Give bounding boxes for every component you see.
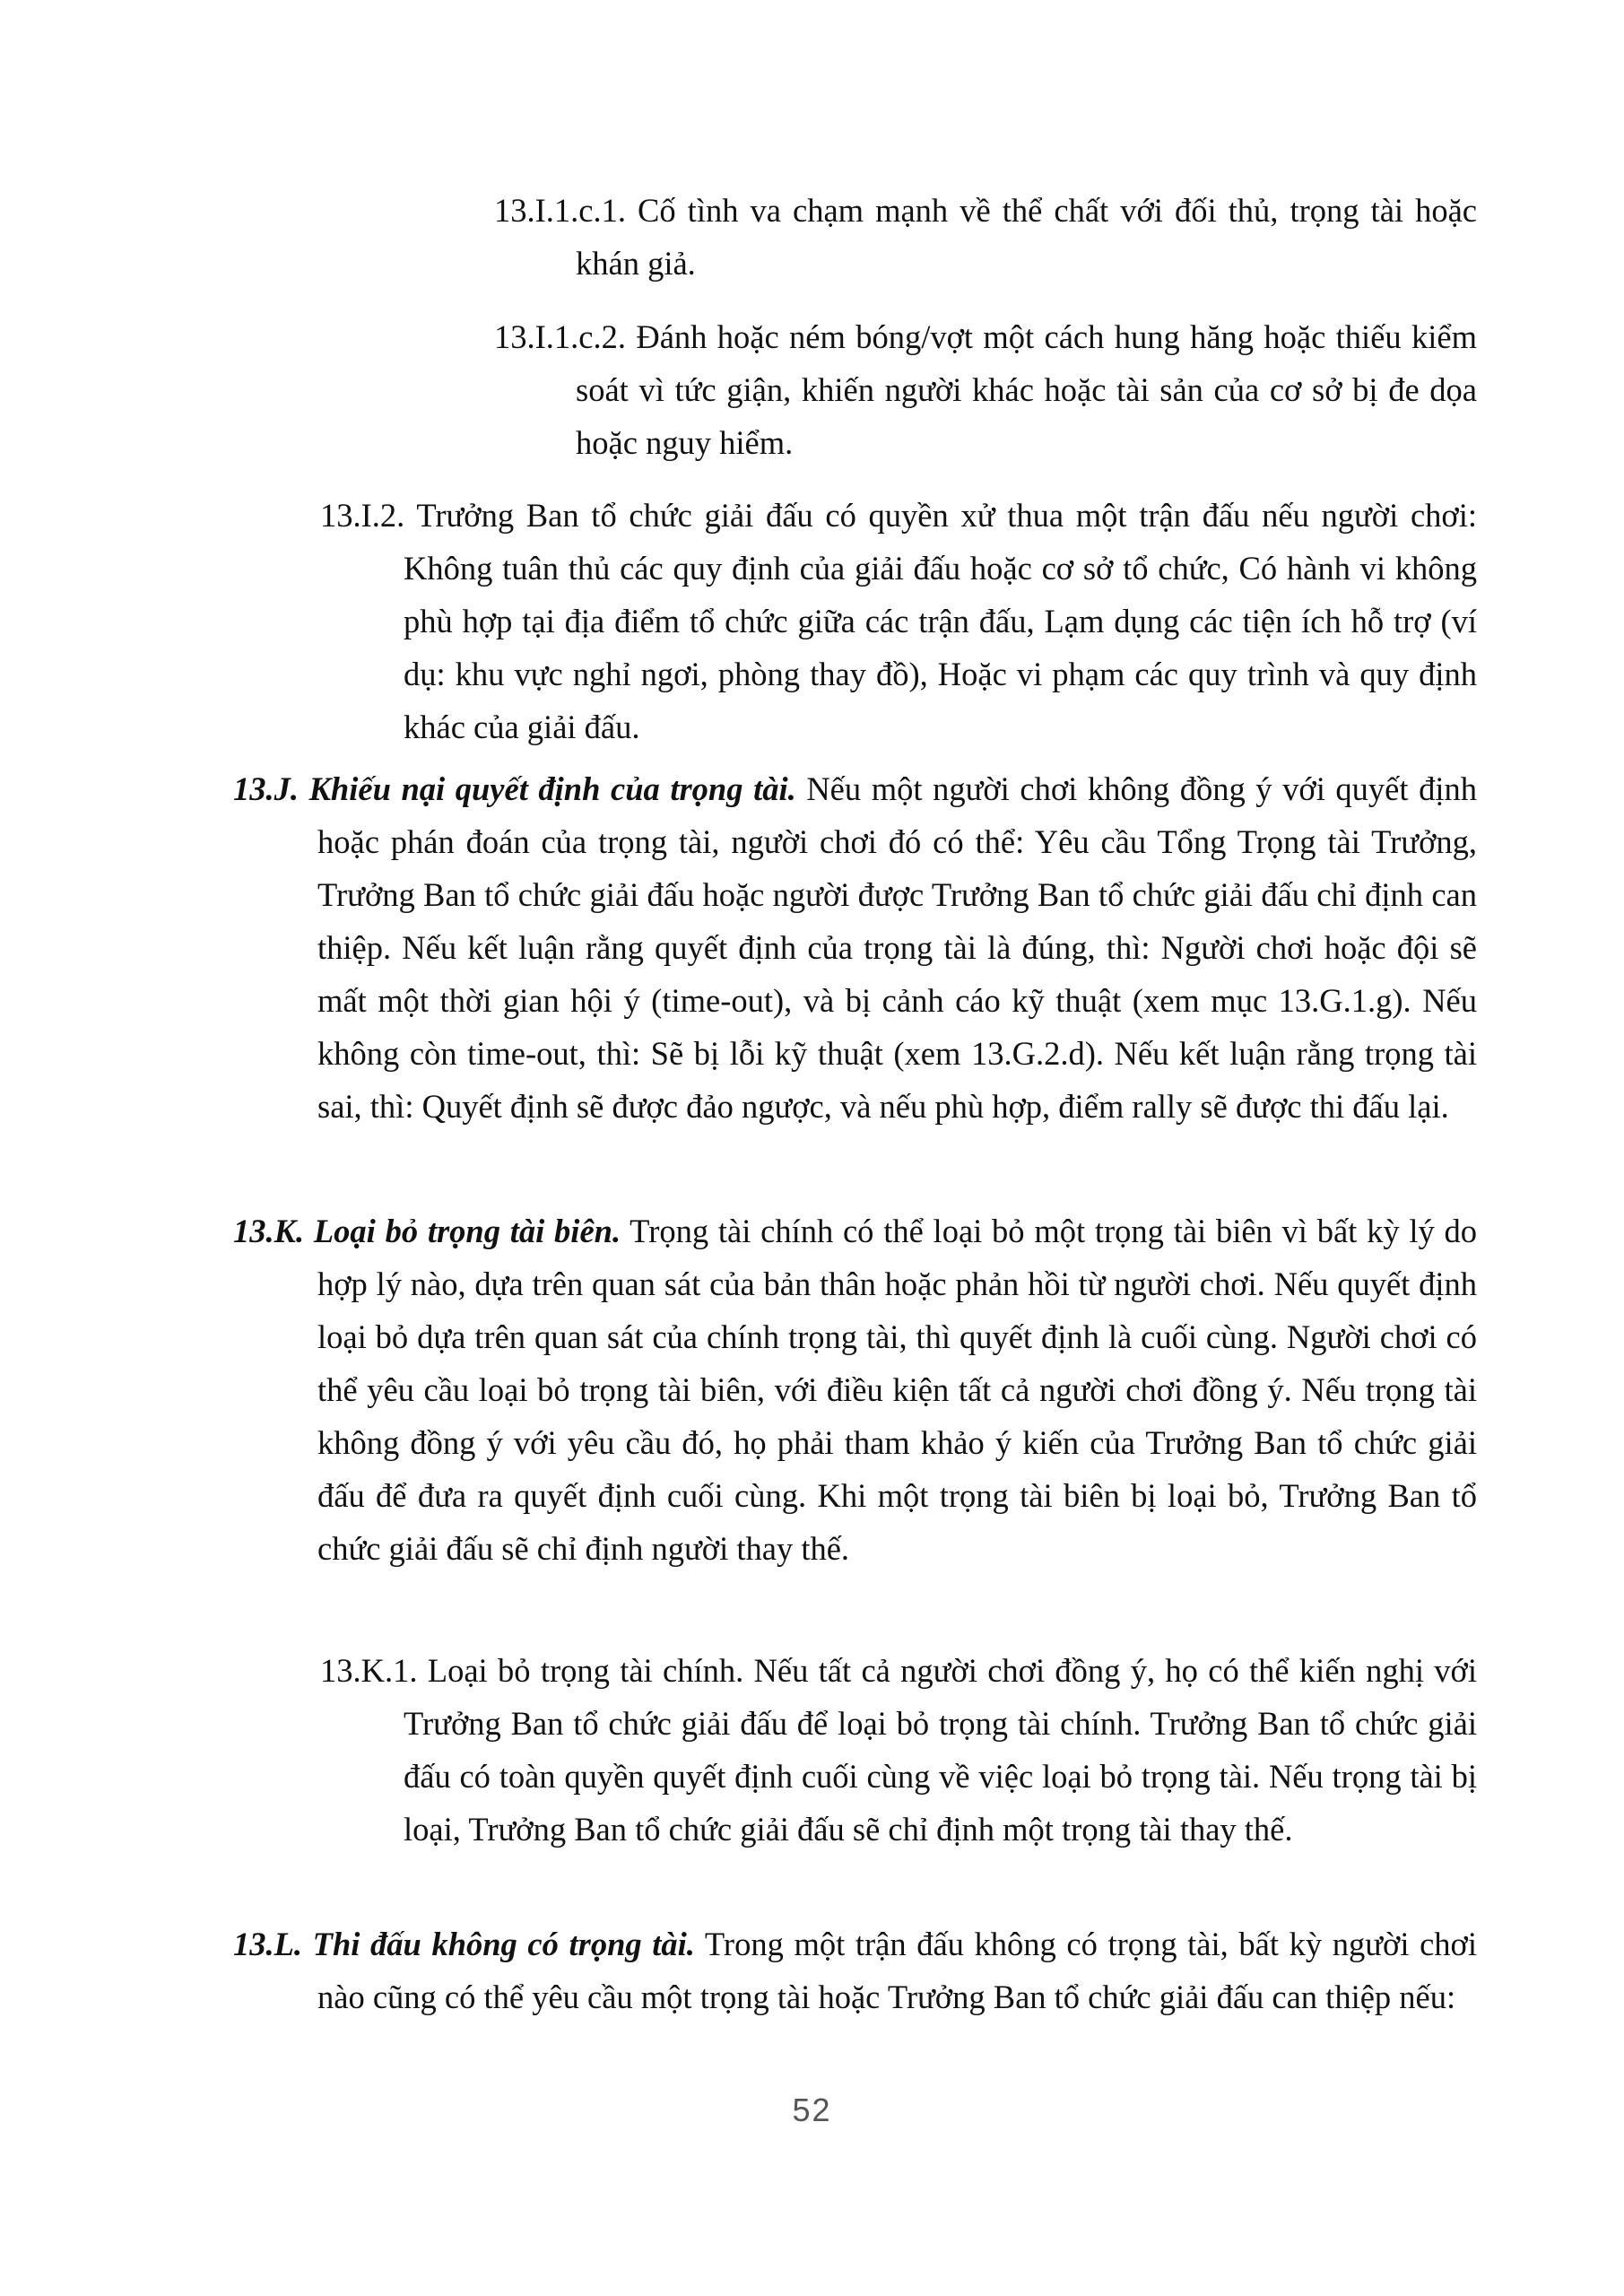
section-heading: 13.J. Khiếu nại quyết định của trọng tài. xyxy=(233,770,796,807)
section-heading: 13.L. Thi đấu không có trọng tài. xyxy=(233,1926,695,1962)
section-text: Trọng tài chính có thể loại bỏ một trọng tài biên vì bất kỳ lý do hợp lý nào, dựa trên quan sát của bản thân hoặc phản hồi từ người chơi. Nếu quyết định loại bỏ dựa trên quan sát của chính trọng tài, thì quyết định là cuối cùng. Người chơi có thể yêu cầu loại bỏ trọng tài biên, với điều kiện tất cả người chơi đồng ý. Nếu trọng tài không đồng ý với yêu cầu đó, họ phải tham khảo ý kiến của Trưởng Ban tổ chức giải đấu để đưa ra quyết định cuối cùng. Khi một trọng tài biên bị loại bỏ, Trưởng Ban tổ chức giải đấu sẽ chỉ định người thay thế. xyxy=(317,1213,1477,1567)
section-text: Trong một trận đấu không có trọng tài, bất kỳ người chơi nào cũng có thể yêu cầu một trọng tài hoặc Trưởng Ban tổ chức giải đấu can thiệp nếu: xyxy=(317,1926,1477,2015)
section-heading: 13.K. Loại bỏ trọng tài biên. xyxy=(233,1213,621,1249)
clause-text: 13.I.1.c.1. Cố tình va chạm mạnh về thể chất với đối thủ, trọng tài hoặc khán giả. xyxy=(494,192,1477,282)
section-13-j xyxy=(233,762,1478,1133)
clause-13-k-1 xyxy=(320,1644,1477,1856)
clause-text: 13.I.1.c.2. Đánh hoặc ném bóng/vợt một cách hung hăng hoặc thiếu kiểm soát vì tức giận, khiến người khác hoặc tài sản của cơ sở bị đe dọa hoặc nguy hiểm. xyxy=(494,318,1477,461)
clause-13-i-2 xyxy=(320,489,1477,753)
section-13-k xyxy=(233,1205,1477,1575)
section-13-l xyxy=(233,1918,1477,2023)
section-text: Nếu một người chơi không đồng ý với quyết định hoặc phán đoán của trọng tài, người chơi đó có thể: Yêu cầu Tổng Trọng tài Trưởng, Trưởng Ban tổ chức giải đấu hoặc người được Trưởng Ban tổ chức giải đấu chỉ định can thiệp. Nếu kết luận rằng quyết định của trọng tài là đúng, thì: Người chơi hoặc đội sẽ mất một thời gian hội ý (time-out), và bị cảnh cáo kỹ thuật (xem mục 13.G.1.g). Nếu không còn time-out, thì: Sẽ bị lỗi kỹ thuật (xem 13.G.2.d). Nếu kết luận rằng trọng tài sai, thì: Quyết định sẽ được đảo ngược, và nếu phù hợp, điểm rally sẽ được thi đấu lại. xyxy=(317,770,1478,1125)
clause-13-i-1-c-1 xyxy=(494,184,1477,290)
clause-text: 13.I.2. Trưởng Ban tổ chức giải đấu có quyền xử thua một trận đấu nếu người chơi: Không tuân thủ các quy định của giải đấu hoặc cơ sở tổ chức, Có hành vi không phù hợp tại địa điểm tổ chức giữa các trận đấu, Lạm dụng các tiện ích hỗ trợ (ví dụ: khu vực nghỉ ngơi, phòng thay đồ), Hoặc vi phạm các quy trình và quy định khác của giải đấu. xyxy=(320,497,1477,745)
page-number: 52 xyxy=(792,2092,832,2128)
clause-text: 13.K.1. Loại bỏ trọng tài chính. Nếu tất cả người chơi đồng ý, họ có thể kiến nghị với Trưởng Ban tổ chức giải đấu để loại bỏ trọng tài chính. Trưởng Ban tổ chức giải đấu có toàn quyền quyết định cuối cùng về việc loại bỏ trọng tài. Nếu trọng tài bị loại, Trưởng Ban tổ chức giải đấu sẽ chỉ định một trọng tài thay thế. xyxy=(320,1652,1477,1848)
clause-13-i-1-c-2 xyxy=(494,310,1477,469)
